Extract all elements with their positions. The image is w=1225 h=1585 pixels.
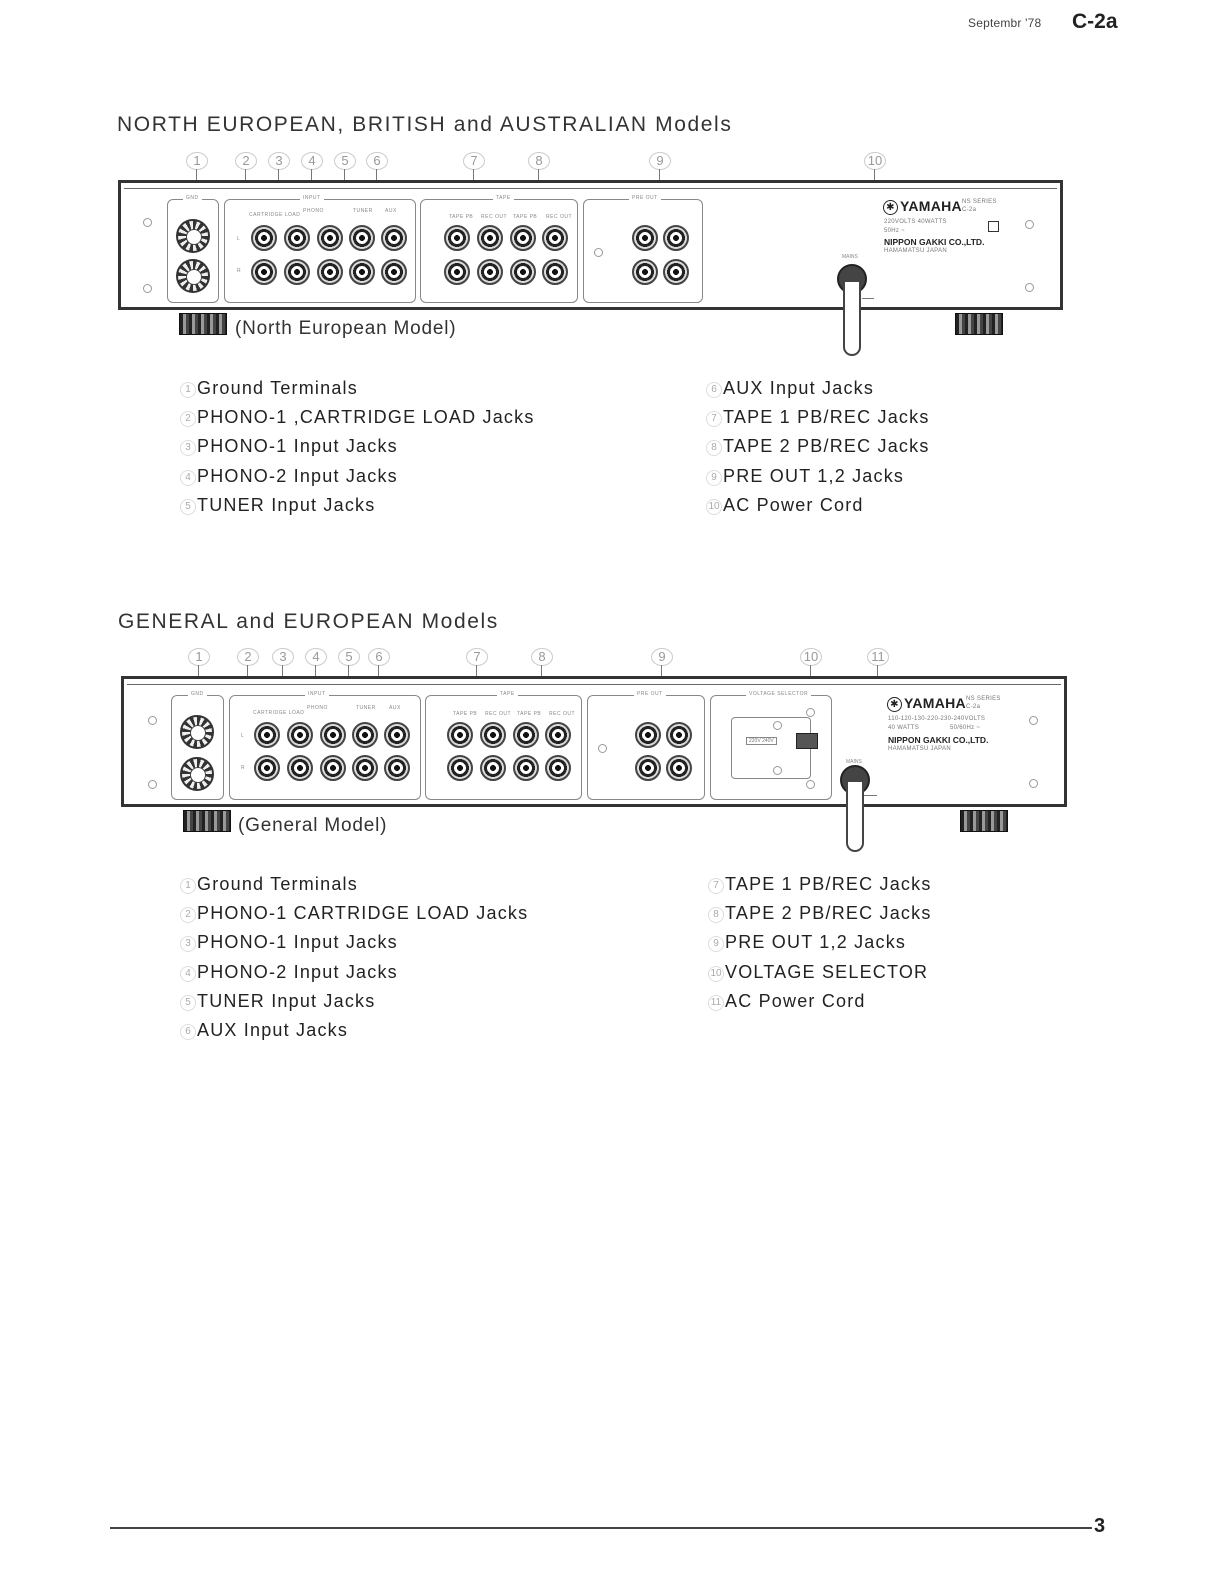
- tape1-pb-jack-r[interactable]: [447, 755, 473, 781]
- legend-number: 3: [180, 936, 196, 952]
- callout-8: 8: [528, 152, 550, 170]
- yamaha-logo: [887, 695, 966, 712]
- tape-pb-1-label: TAPE PB: [450, 711, 480, 717]
- pre-out-1-jack-l[interactable]: [635, 722, 661, 748]
- legend-item: [180, 1016, 528, 1045]
- screw-icon: [773, 766, 782, 775]
- callout-5: 5: [334, 152, 356, 170]
- phono2-input-jack-l[interactable]: [320, 722, 346, 748]
- model-note: (General Model): [238, 815, 388, 836]
- legend-label: TUNER Input Jacks: [197, 990, 376, 1011]
- footer-rule: [110, 1527, 1092, 1529]
- legend-item: [180, 958, 528, 987]
- callout-3: 3: [272, 648, 294, 666]
- brand-name: YAMAHA: [904, 695, 966, 711]
- input-label: INPUT: [305, 691, 329, 697]
- brand-name: YAMAHA: [900, 198, 962, 214]
- manufacturer-label: NIPPON GAKKI CO.,LTD.: [888, 735, 989, 745]
- legend-label: TAPE 1 PB/REC Jacks: [725, 874, 932, 894]
- model-note: (North European Model): [235, 318, 457, 339]
- callout-7: 7: [466, 648, 488, 666]
- tape2-pb-jack-l[interactable]: [513, 722, 539, 748]
- tape1-rec-jack-l[interactable]: [480, 722, 506, 748]
- aux-input-jack-l[interactable]: [384, 722, 410, 748]
- legend-number: 3: [180, 440, 196, 456]
- legend-item: [708, 928, 932, 957]
- callout-10: 10: [864, 152, 886, 170]
- legend-label: PHONO-1 Input Jacks: [197, 932, 398, 953]
- screw-icon: [1029, 716, 1038, 725]
- legend-number: 5: [180, 499, 196, 515]
- legend-label: TUNER Input Jacks: [197, 494, 376, 515]
- series-label: NS SERIES: [962, 199, 997, 205]
- tape2-pb-jack-r[interactable]: [513, 755, 539, 781]
- rec-out-1-label: REC OUT: [482, 711, 514, 717]
- legend-item: [180, 987, 528, 1016]
- foot-icon: [960, 810, 1008, 832]
- legend-label: PHONO-1 CARTRIDGE LOAD Jacks: [197, 903, 529, 924]
- legend-right-general: [708, 870, 932, 1016]
- legend-label: AUX Input Jacks: [723, 378, 875, 398]
- tape-label: TAPE: [497, 691, 518, 697]
- location-label: HAMAMATSU JAPAN: [884, 248, 947, 254]
- tuner-label: TUNER: [353, 705, 379, 711]
- legend-number: 1: [180, 382, 196, 398]
- left-channel-label: L: [238, 733, 247, 739]
- screw-icon: [148, 716, 157, 725]
- callout-9: 9: [651, 648, 673, 666]
- model-label: C-2a: [966, 704, 981, 710]
- mains-label: MAINS: [846, 759, 862, 765]
- legend-number: 4: [180, 470, 196, 486]
- legend-number: 9: [708, 936, 724, 952]
- pre-out-label: PRE OUT: [629, 195, 661, 201]
- phono1-cartridge-load-jack-r[interactable]: [254, 755, 280, 781]
- section-title-north-european: NORTH EUROPEAN, BRITISH and AUSTRALIAN Models: [117, 113, 733, 136]
- legend-number: 5: [180, 995, 196, 1011]
- cartridge-load-label: CARTRIDGE LOAD: [250, 710, 307, 716]
- legend-label: AC Power Cord: [723, 494, 864, 515]
- aux-input-jack-r[interactable]: [384, 755, 410, 781]
- tape-pb-2-label: TAPE PB: [514, 711, 544, 717]
- legend-item: [180, 899, 528, 928]
- frequency-label: 50/60Hz ~: [950, 725, 981, 731]
- section-title-general-european: GENERAL and EUROPEAN Models: [118, 610, 499, 633]
- legend-label: TAPE 2 PB/REC Jacks: [725, 903, 932, 924]
- legend-label: Ground Terminals: [197, 378, 358, 398]
- ground-terminal-icon[interactable]: [180, 715, 214, 749]
- yamaha-tuning-fork-icon: ✱: [887, 697, 902, 712]
- pre-out-2-jack-r[interactable]: [666, 755, 692, 781]
- phono1-cartridge-load-jack-l[interactable]: [254, 722, 280, 748]
- frequency-label: 50Hz ~: [884, 228, 905, 234]
- legend-label: PHONO-2 Input Jacks: [197, 961, 398, 982]
- left-channel-label: L: [234, 236, 243, 242]
- callout-2: 2: [235, 152, 257, 170]
- tape1-rec-jack-r[interactable]: [480, 755, 506, 781]
- tuner-input-jack-l[interactable]: [352, 722, 378, 748]
- yamaha-tuning-fork-icon: ✱: [883, 200, 898, 215]
- callout-6: 6: [368, 648, 390, 666]
- screw-icon: [806, 708, 815, 717]
- legend-label: VOLTAGE SELECTOR: [725, 961, 929, 982]
- pre-out-label: PRE OUT: [634, 691, 666, 697]
- gnd-label: GND: [188, 691, 207, 697]
- callout-7: 7: [463, 152, 485, 170]
- legend-number: 10: [708, 966, 724, 982]
- voltage-selector-switch[interactable]: [796, 733, 818, 749]
- callout-11: 11: [867, 648, 889, 666]
- page-number: 3: [1094, 1515, 1106, 1537]
- right-channel-label: R: [238, 765, 248, 771]
- phono-label: PHONO: [304, 705, 331, 711]
- chassis-inner-line: [127, 684, 1061, 685]
- callout-9: 9: [649, 152, 671, 170]
- ac-power-cord[interactable]: [846, 780, 864, 852]
- legend-label: PHONO-2 Input Jacks: [197, 465, 398, 486]
- legend-item: [708, 987, 932, 1016]
- legend-number: 1: [180, 878, 196, 894]
- voltage-values-label: 220V 240V: [746, 737, 777, 745]
- rec-out-2-label: REC OUT: [543, 214, 575, 220]
- header-date: Septembr '78: [968, 16, 1042, 30]
- legend-item: [708, 870, 932, 899]
- input-label: INPUT: [300, 195, 324, 201]
- legend-label: PRE OUT 1,2 Jacks: [725, 932, 907, 953]
- callout-4: 4: [301, 152, 323, 170]
- tape1-pb-jack-l[interactable]: [447, 722, 473, 748]
- legend-number: 2: [180, 411, 196, 427]
- rec-out-1-label: REC OUT: [478, 214, 510, 220]
- legend-number: 7: [708, 878, 724, 894]
- legend-number: 2: [180, 907, 196, 923]
- callout-1: 1: [188, 648, 210, 666]
- legend-item: [708, 899, 932, 928]
- tuner-input-jack-r[interactable]: [352, 755, 378, 781]
- right-channel-label: R: [234, 268, 244, 274]
- tape2-rec-jack-l[interactable]: [545, 722, 571, 748]
- callout-1: 1: [186, 152, 208, 170]
- legend-number: 6: [706, 382, 722, 398]
- legend-label: TAPE 2 PB/REC Jacks: [723, 436, 930, 457]
- screw-icon: [806, 780, 815, 789]
- rec-out-2-label: REC OUT: [546, 711, 578, 717]
- legend-item: [708, 958, 932, 987]
- screw-icon: [773, 721, 782, 730]
- leader-line: [864, 795, 877, 796]
- header-model-number: C-2a: [1072, 10, 1118, 33]
- legend-number: 6: [180, 1024, 196, 1040]
- legend-number: 9: [706, 470, 722, 486]
- aux-label: AUX: [382, 208, 400, 214]
- tape-pb-2-label: TAPE PB: [510, 214, 540, 220]
- legend-number: 10: [706, 499, 722, 515]
- tuner-label: TUNER: [350, 208, 376, 214]
- legend-label: AC Power Cord: [725, 990, 866, 1011]
- foot-icon: [183, 810, 231, 832]
- callout-3: 3: [268, 152, 290, 170]
- tape-pb-1-label: TAPE PB: [446, 214, 476, 220]
- cartridge-load-label: CARTRIDGE LOAD: [246, 212, 303, 218]
- manufacturer-label: NIPPON GAKKI CO.,LTD.: [884, 237, 985, 247]
- phono-label: PHONO: [300, 208, 327, 214]
- tape-label: TAPE: [493, 195, 514, 201]
- series-label: NS SERIES: [966, 696, 1001, 702]
- legend-left-general: [180, 870, 528, 1045]
- callout-2: 2: [237, 648, 259, 666]
- legend-label: Ground Terminals: [197, 874, 358, 894]
- legend-number: 7: [706, 411, 722, 427]
- legend-label: PHONO-1 ,CARTRIDGE LOAD Jacks: [197, 407, 535, 428]
- aux-label: AUX: [386, 705, 404, 711]
- callout-6: 6: [366, 152, 388, 170]
- legend-number: 4: [180, 966, 196, 982]
- legend-label: PRE OUT 1,2 Jacks: [723, 465, 905, 486]
- legend-item: [180, 870, 528, 899]
- location-label: HAMAMATSU JAPAN: [888, 746, 951, 752]
- screw-icon: [148, 780, 157, 789]
- callout-4: 4: [305, 648, 327, 666]
- legend-number: 8: [706, 440, 722, 456]
- callout-8: 8: [531, 648, 553, 666]
- screw-icon: [598, 744, 607, 753]
- phono2-input-jack-r[interactable]: [320, 755, 346, 781]
- rating-label: 110-120-130-220-230-240VOLTS: [888, 716, 986, 722]
- screw-icon: [1029, 779, 1038, 788]
- legend-label: TAPE 1 PB/REC Jacks: [723, 407, 930, 428]
- rating-label: 220VOLTS 40WATTS: [884, 219, 947, 225]
- phono1-input-jack-r[interactable]: [287, 755, 313, 781]
- power-label: 40 WATTS: [888, 725, 920, 731]
- legend-number: 8: [708, 907, 724, 923]
- pre-out-2-jack-l[interactable]: [666, 722, 692, 748]
- callout-10: 10: [800, 648, 822, 666]
- tape2-rec-jack-r[interactable]: [545, 755, 571, 781]
- ground-terminal-icon[interactable]: [180, 757, 214, 791]
- gnd-label: GND: [183, 195, 202, 201]
- pre-out-1-jack-r[interactable]: [635, 755, 661, 781]
- voltage-selector-label: VOLTAGE SELECTOR: [746, 691, 811, 697]
- phono1-input-jack-l[interactable]: [287, 722, 313, 748]
- legend-label: PHONO-1 Input Jacks: [197, 436, 398, 457]
- legend-label: AUX Input Jacks: [197, 1019, 349, 1040]
- model-label: C-2a: [962, 207, 977, 213]
- legend-number: 11: [708, 995, 724, 1011]
- legend-item: [180, 928, 528, 957]
- callout-5: 5: [338, 648, 360, 666]
- mains-label: MAINS: [842, 254, 858, 260]
